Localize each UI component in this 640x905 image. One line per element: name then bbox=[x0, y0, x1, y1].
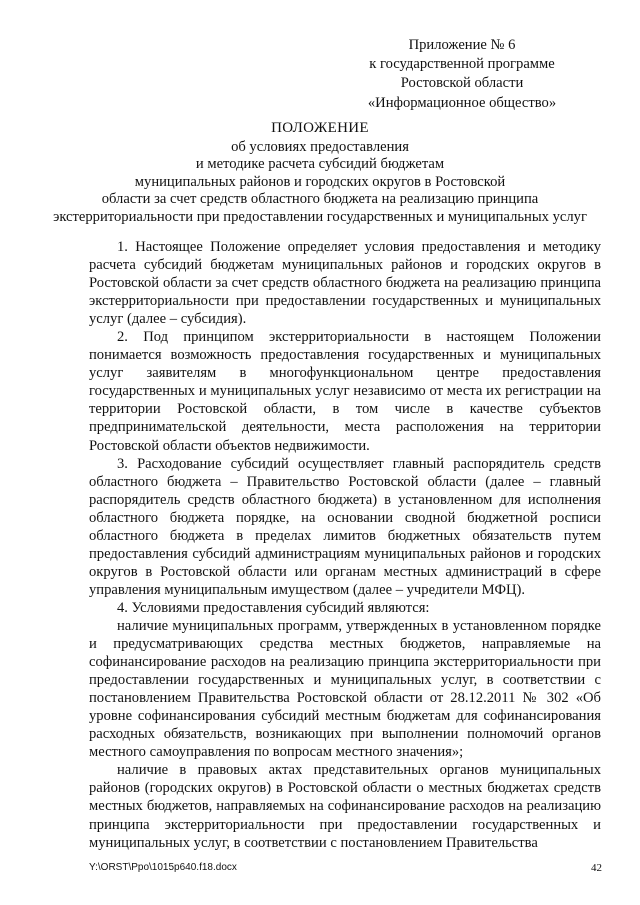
paragraph-6: наличие в правовых актах представительных органов муниципальных районов (городских округов) в Ростовской области о местных бюджетах средств местных бюджетов, направляемых на софинансирование расходов на реализацию принципа экстерриториальности при предоставлении государственных и муниципальных услуг, в соответствии с постановлением Правительства bbox=[89, 762, 601, 851]
appendix-line-2: к государственной программе bbox=[369, 56, 555, 73]
paragraph-5: наличие муниципальных программ, утвержденных в установленном порядке и предусматривающих средства местных бюджетов, направляемые на софинансирование расходов на реализацию принципа экстерриториальности при предоставлении государственных и муниципальных услуг, в соответствии с постановлением Правительства Ростовской области от 28.12.2011 № 302 «Об уровне софинансирования субсидий местным бюджетам для софинансирования расходных обязательств, возникающих при выполнении полномочий органов местного самоуправления по вопросам местного значения»; bbox=[89, 617, 601, 761]
title-line-3: муниципальных районов и городских округов в Ростовской bbox=[134, 173, 506, 190]
title-line-1: об условиях предоставления bbox=[231, 138, 409, 155]
appendix-line-4: «Информационное общество» bbox=[367, 94, 557, 111]
appendix-line-1: Приложение № 6 bbox=[408, 37, 516, 53]
appendix-header bbox=[332, 36, 592, 113]
paragraph-1: 1. Настоящее Положение определяет условия предоставления и методику расчета субсидий бюджетам муниципальных районов и городских округов в Ростовской области за счет средств областного бюджета на реализацию принципа экстерриториальности при предоставлении государственных и муниципальных услуг (далее – субсидия). bbox=[89, 239, 601, 328]
page-number: 42 bbox=[591, 862, 602, 874]
paragraph-3: 3. Расходование субсидий осуществляет главный распорядитель средств областного бюджета – Правительство Ростовской области (далее – главный распорядитель средств областного бюджета) в установленном для исполнения областного бюджета порядке, на основании сводной бюджетной росписи областного бюджета в пределах лимитов бюджетных обязательств путем предоставления субсидий администрациям муниципальных районов и городских округов в Ростовской области или органам местных администраций в сфере управления муниципальным имуществом (далее – учредители МФЦ). bbox=[89, 455, 601, 598]
title-line-5: экстерриториальности при предоставлении государственных и муниципальных услуг bbox=[53, 208, 587, 225]
footer-file-path: Y:\ORST\Ppo\1015p640.f18.docx bbox=[89, 862, 237, 873]
title-line-4: области за счет средств областного бюджета на реализацию принципа bbox=[101, 191, 539, 208]
appendix-line-3: Ростовской области bbox=[400, 75, 524, 92]
title-heading: ПОЛОЖЕНИЕ bbox=[271, 120, 369, 136]
document-title bbox=[40, 120, 600, 227]
paragraph-4: 4. Условиями предоставления субсидий являются: bbox=[117, 599, 430, 616]
title-line-2: и методике расчета субсидий бюджетам bbox=[195, 156, 445, 173]
paragraph-2: 2. Под принципом экстерриториальности в настоящем Положении понимается возможность предоставления государственных и муниципальных услуг заявителям в многофункциональном центре предоставления государственных и муниципальных услуг независимо от места их регистрации на территории Ростовской области, в том числе в качестве субъектов предпринимательской деятельности, места расположения на территории Ростовской области объектов недвижимости. bbox=[89, 329, 601, 454]
document-body bbox=[89, 238, 601, 852]
